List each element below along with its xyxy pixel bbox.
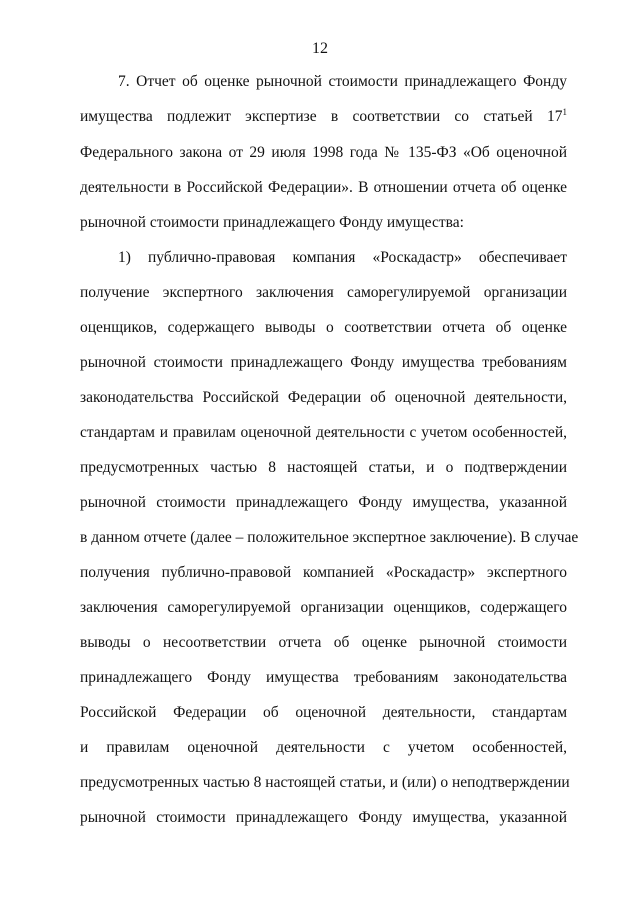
paragraph-line: предусмотренных частью 8 настоящей статьи, и о подтверждении <box>80 459 567 476</box>
paragraph-line: и правилам оценочной деятельности с учетом особенностей, <box>80 739 567 756</box>
paragraph-line: рыночной стоимости принадлежащего Фонду имущества: <box>80 214 464 231</box>
paragraph-line: рыночной стоимости принадлежащего Фонду имущества, указанной <box>80 809 567 826</box>
paragraph-line: 7. Отчет об оценке рыночной стоимости принадлежащего Фонду <box>118 73 567 90</box>
article-superscript: 1 <box>562 106 567 117</box>
paragraph-line: получение экспертного заключения саморегулируемой организации <box>80 284 567 301</box>
paragraph-line: деятельности в Российской Федерации». В отношении отчета об оценке <box>80 179 567 196</box>
paragraph-line: предусмотренных частью 8 настоящей статьи, и (или) о неподтверждении <box>80 774 570 791</box>
paragraph-line: рыночной стоимости принадлежащего Фонду имущества требованиям <box>80 354 567 371</box>
paragraph-line: в данном отчете (далее – положительное экспертное заключение). В случае <box>80 529 579 546</box>
paragraph-line: Федерального закона от 29 июля 1998 года № 135-ФЗ «Об оценочной <box>80 144 567 161</box>
article-number: $17^1$ <box>547 106 567 125</box>
paragraph-line: стандартам и правилам оценочной деятельности с учетом особенностей, <box>80 424 567 441</box>
paragraph-line: 1) публично-правовая компания «Роскадастр» обеспечивает <box>118 249 567 266</box>
paragraph-line: принадлежащего Фонду имущества требованиям законодательства <box>80 669 567 686</box>
paragraph-line: Российской Федерации об оценочной деятельности, стандартам <box>80 704 567 721</box>
paragraph-line <box>80 107 567 127</box>
paragraph-line: рыночной стоимости принадлежащего Фонду имущества, указанной <box>80 494 567 511</box>
paragraph-line: получения публично-правовой компанией «Роскадастр» экспертного <box>80 564 567 581</box>
paragraph-line-text: имущества подлежит экспертизе в соответствии со статьей <box>80 108 533 125</box>
paragraph-line: заключения саморегулируемой организации оценщиков, содержащего <box>80 599 567 616</box>
paragraph-line: выводы о несоответствии отчета об оценке рыночной стоимости <box>80 634 567 651</box>
page-number: 12 <box>312 40 328 57</box>
paragraph-line: законодательства Российской Федерации об оценочной деятельности, <box>80 389 567 406</box>
paragraph-line: оценщиков, содержащего выводы о соответствии отчета об оценке <box>80 319 567 336</box>
